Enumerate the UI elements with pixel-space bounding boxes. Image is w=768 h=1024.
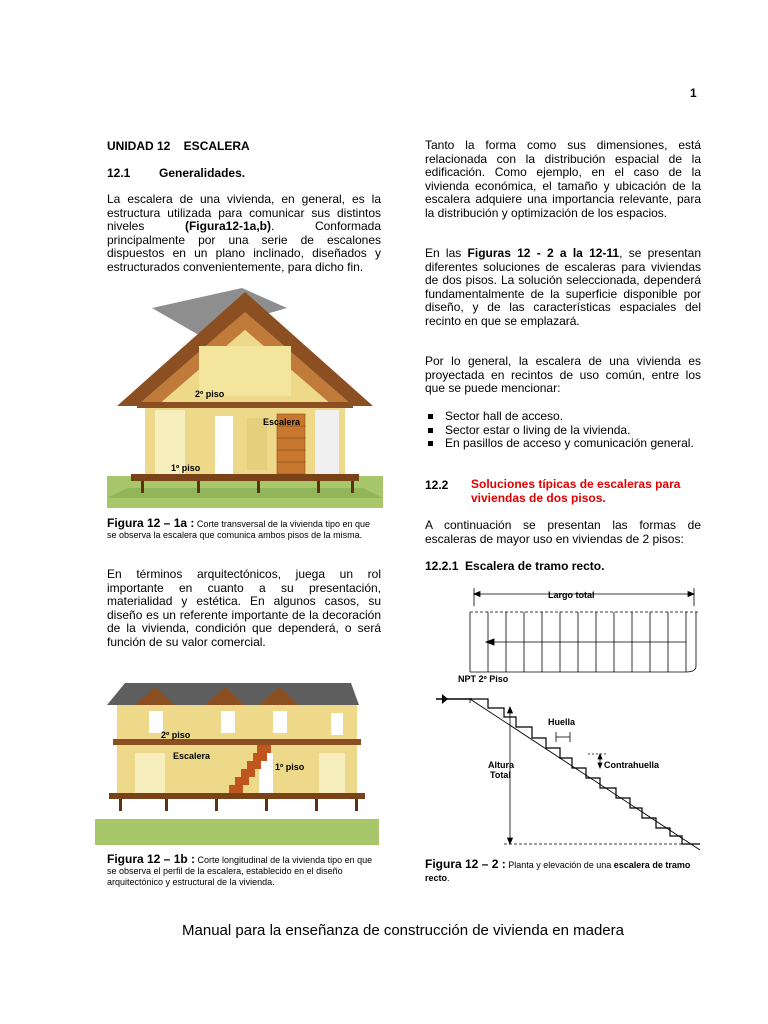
subsection-heading: 12.2.1 Escalera de tramo recto. (425, 559, 605, 573)
architecture-paragraph: En términos arquitectónicos, juega un rol importante en cuanto a su presentación, materialidad y estética. En algunos casos, su diseño es un referente importante de la decoración de la vivienda, condición que dependerá, o será función de su valor comercial. (107, 567, 381, 649)
unit-title: UNIDAD 12 ESCALERA (107, 139, 250, 153)
figure-1b-caption: Figura 12 – 1b : Corte longitudinal de la vivienda tipo en que se observa el perfil de la escalera, establecido en el diseño arquitectónico y estructural de la vivienda. (107, 852, 373, 887)
figure-reference: (Figura12-1a,b) (184, 219, 271, 234)
section-number-12-2: 12.2 (425, 478, 449, 492)
locations-list (425, 410, 701, 451)
intro-paragraph: La escalera de una vivienda, en general, es la estructura utilizada para comunicar sus distintos niveles (Figura12-1a,b). Conformada principalmente por una serie de escalones dispuestos en un plano inclinado, diseñados y estructurados convenientemente, para dicho fin. (107, 192, 381, 274)
form-dimensions-paragraph: Tanto la forma como sus dimensiones, está relacionada con la distribución espacial de la edificación. Como ejemplo, en el caso de la vivienda económica, el tamaño y ubicación de la escalera adquiere una importancia relevante, para la distribución y optimización de los espacios. (425, 138, 701, 220)
label-floor-1: 1º piso (275, 762, 305, 772)
figure-1a-caption: Figura 12 – 1a : Corte transversal de la vivienda tipo en que se observa la escalera que comunica ambos pisos de la misma. (107, 516, 370, 540)
section-heading-12-1 (107, 166, 245, 180)
list-item: En pasillos de acceso y comunicación general. (425, 437, 701, 451)
section-number: 12.1 (107, 166, 131, 180)
figure-2-straight-stair-diagram (430, 582, 704, 854)
forms-intro-paragraph: A continuación se presentan las formas de escaleras de mayor uso en viviendas de 2 pisos: (425, 518, 701, 546)
figure-1a-house-cross-section (107, 286, 383, 508)
figure-1b-house-longitudinal-section (95, 681, 379, 845)
list-item: Sector hall de acceso. (425, 410, 701, 424)
figure-2-label: Figura 12 – 2 : (425, 857, 506, 871)
figures-reference: Figuras 12 - 2 a la 12-11 (467, 246, 620, 260)
section-title-12-2: Soluciones típicas de escaleras para viviendas de dos pisos. (471, 477, 681, 505)
label-npt: NPT 2º Piso (458, 674, 509, 684)
label-floor-2: 2º piso (161, 730, 191, 740)
label-largo-total: Largo total (548, 590, 595, 600)
label-floor-2: 2º piso (195, 389, 225, 399)
label-huella: Huella (548, 717, 576, 727)
page-number: 1 (690, 86, 697, 100)
label-floor-1: 1º piso (171, 463, 201, 473)
list-item: Sector estar o living de la vivienda. (425, 424, 701, 438)
label-stair: Escalera (263, 417, 301, 427)
figure-1a-label: Figura 12 – 1a : (107, 516, 195, 530)
figure-1b-label: Figura 12 – 1b : (107, 852, 196, 866)
figures-paragraph: En las Figuras 12 - 2 a la 12-11, se presentan diferentes soluciones de escaleras para viviendas de dos pisos. La solución seleccionada, dependerá fundamentalmente de la superficie disponible por diseño, y de las características espaciales del recinto en que se emplazará. (425, 246, 701, 328)
label-altura: Altura (488, 760, 515, 770)
common-areas-paragraph: Por lo general, la escalera de una vivienda es proyectada en recintos de uso común, entre los que se puede mencionar: (425, 354, 701, 396)
figure-2-caption: Figura 12 – 2 : Planta y elevación de una escalera de tramo recto. (425, 857, 691, 883)
label-contrahuella: Contrahuella (604, 760, 660, 770)
label-total: Total (490, 770, 511, 780)
page-footer: Manual para la enseñanza de construcción de vivienda en madera (182, 922, 624, 939)
section-title: Generalidades. (159, 166, 246, 180)
label-stair: Escalera (173, 751, 211, 761)
